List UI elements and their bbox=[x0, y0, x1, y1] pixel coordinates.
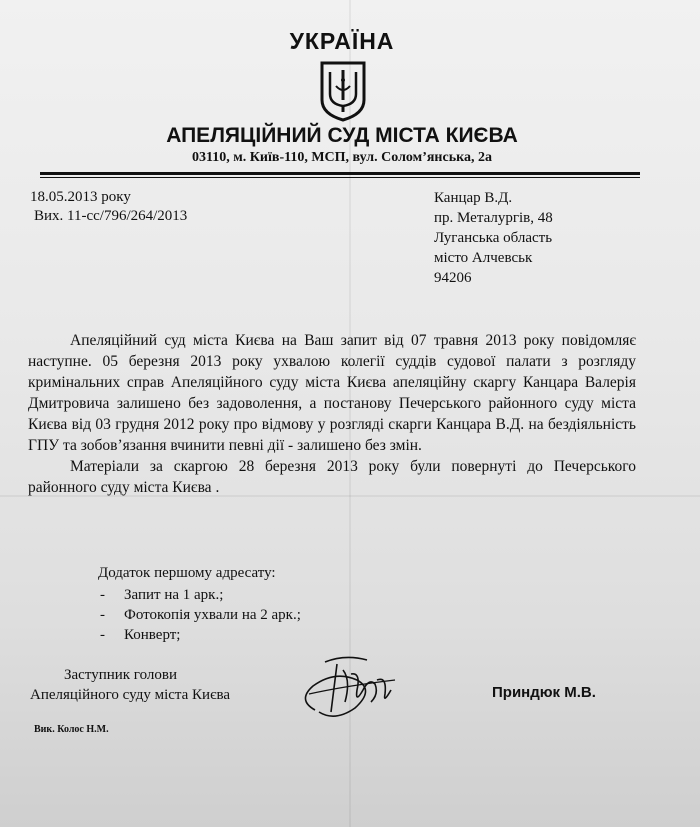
letter-date: 18.05.2013 року bbox=[30, 189, 131, 205]
list-dash: - bbox=[100, 587, 105, 603]
recipient-street: пр. Металургів, 48 bbox=[434, 210, 553, 226]
attachment-item: - Конверт; bbox=[100, 627, 181, 643]
header-rule-thick bbox=[40, 172, 640, 175]
letter-body bbox=[28, 330, 636, 498]
signatory-title bbox=[30, 665, 230, 705]
recipient-block bbox=[434, 188, 553, 288]
attachment-item: - Запит на 1 арк.; bbox=[100, 587, 224, 603]
attachments-title: Додаток першому адресату: bbox=[98, 565, 276, 581]
list-dash: - bbox=[100, 627, 105, 643]
handwritten-signature-icon bbox=[295, 650, 405, 725]
attachments-list bbox=[100, 585, 301, 645]
trident-emblem-icon bbox=[318, 60, 368, 122]
attachment-item: - Фотокопія ухвали на 2 арк.; bbox=[100, 607, 301, 623]
letter-meta bbox=[30, 188, 187, 226]
court-address: 03110, м. Київ-110, МСП, вул. Солом’янська, 2а bbox=[192, 150, 492, 165]
signatory-position: Заступник голови bbox=[64, 667, 177, 683]
signatory-organization: Апеляційного суду міста Києва bbox=[30, 687, 231, 703]
signatory-name: Приндюк М.В. bbox=[492, 684, 596, 701]
executor-note: Вик. Колос Н.М. bbox=[34, 724, 109, 735]
body-paragraph-2: Матеріали за скаргою 28 березня 2013 року були повернуті до Печерського районного суду міста Києва . bbox=[28, 458, 636, 496]
court-name: АПЕЛЯЦІЙНИЙ СУД МІСТА КИЄВА bbox=[166, 124, 518, 147]
country-heading: УКРАЇНА bbox=[289, 28, 395, 54]
recipient-name: Канцар В.Д. bbox=[434, 190, 513, 206]
recipient-region: Луганська область bbox=[434, 230, 553, 246]
recipient-city: місто Алчевськ bbox=[434, 250, 533, 266]
outgoing-number: Вих. 11-сс/796/264/2013 bbox=[34, 208, 188, 224]
header-rule-thin bbox=[40, 177, 640, 178]
recipient-postcode: 94206 bbox=[434, 270, 472, 286]
list-dash: - bbox=[100, 607, 105, 623]
body-paragraph-1: Апеляційний суд міста Києва на Ваш запит від 07 травня 2013 року повідомляє наступне. 05 березня 2013 року ухвалою колегії суддів судової палати з розгляду кримінальних справ Апеляційного суду міста Києва апеляційну скаргу Канцара Валерія Дмитровича залишено без задоволення, а постанову Печерського районного суду міста Києва від 03 грудня 2012 року про відмову у розгляді скарги Канцара В.Д. на бездіяльність ГПУ та зобов’язання вчинити певні дії - залишено без змін. bbox=[28, 332, 636, 454]
